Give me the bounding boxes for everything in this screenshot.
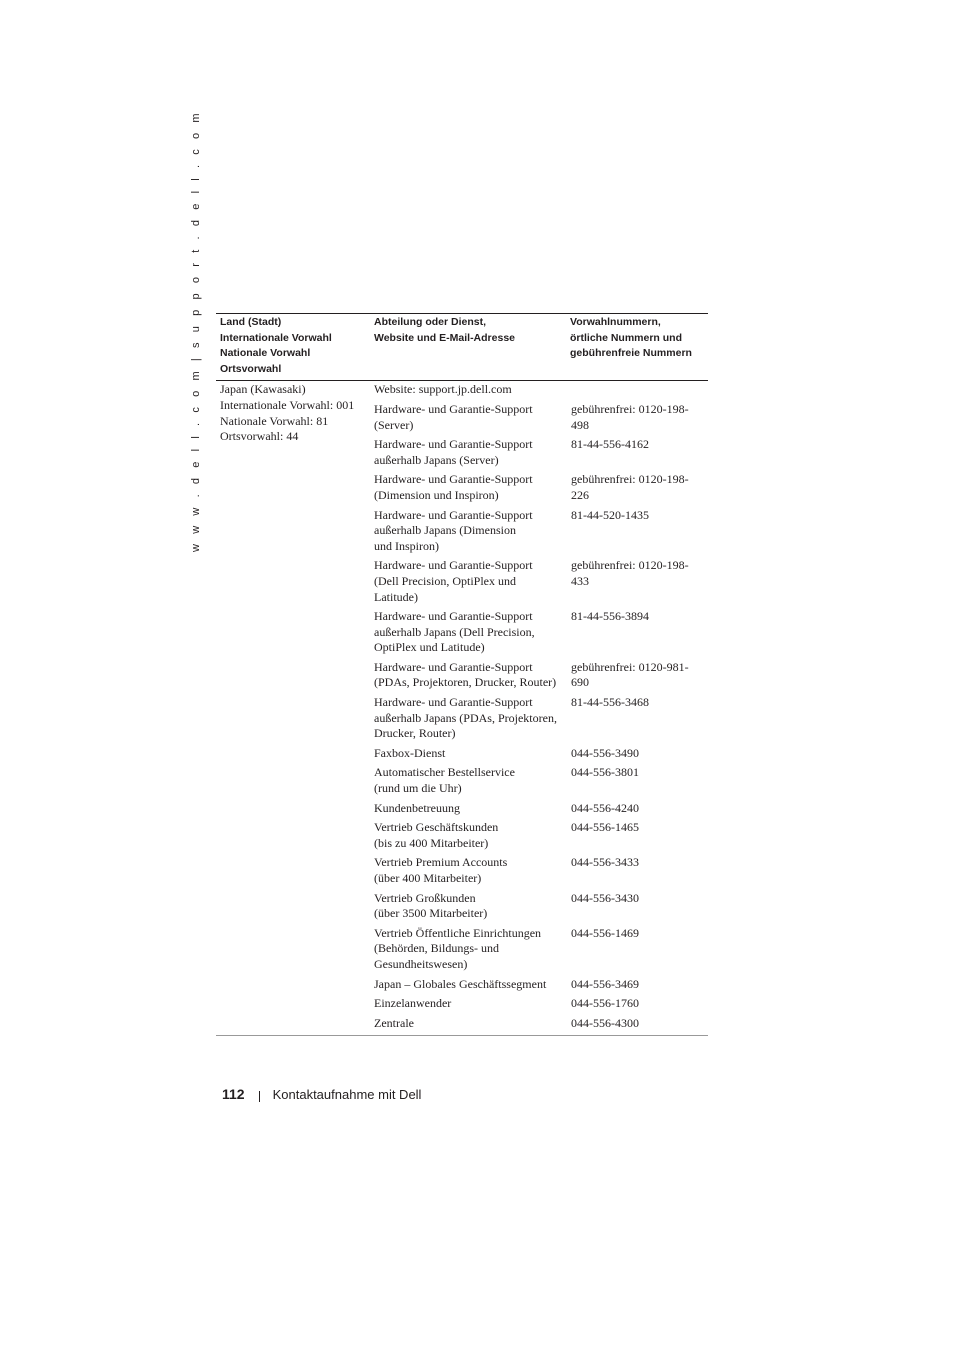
header-country: Land (Stadt) Internationale Vorwahl Nationale Vorwahl Ortsvorwahl (220, 316, 332, 375)
website-link[interactable]: support.jp.dell.com (418, 382, 512, 397)
service-cell: Hardware- und Garantie-Support (Dell Precision, OptiPlex und Latitude) (374, 558, 533, 604)
service-cell: Kundenbetreuung (374, 800, 460, 815)
header-numbers: Vorwahlnummern, örtliche Nummern und gebührenfreie Nummern (570, 316, 692, 360)
service-cell: Hardware- und Garantie-Support außerhalb Japans (PDAs, Projektoren, Drucker, Router) (374, 695, 557, 741)
table-row (216, 381, 708, 401)
service-cell: Zentrale (374, 1015, 414, 1030)
phone-number-cell: 044-556-3490 (571, 745, 639, 760)
national-code: Nationale Vorwahl: 81 (220, 413, 329, 428)
service-cell: Hardware- und Garantie-Support außerhalb Japans (Server) (374, 437, 533, 467)
phone-number-cell: 044-556-4300 (571, 1015, 639, 1030)
service-cell: Vertrieb Geschäftskunden (bis zu 400 Mitarbeiter) (374, 820, 499, 850)
country-cell (216, 381, 370, 1036)
phone-number-cell: 044-556-1469 (571, 925, 639, 940)
footer-divider (259, 1091, 260, 1102)
area-code: Ortsvorwahl: 44 (220, 429, 299, 444)
table-header (216, 314, 708, 381)
phone-number-cell: 81-44-556-3468 (571, 695, 649, 710)
phone-number-cell: 81-44-520-1435 (571, 507, 649, 522)
contact-table (216, 313, 708, 1036)
phone-number-cell: 044-556-1465 (571, 820, 639, 835)
page-footer (222, 1086, 421, 1102)
intl-code: Internationale Vorwahl: 001 (220, 397, 355, 412)
section-title: Kontaktaufnahme mit Dell (272, 1087, 422, 1102)
country-name: Japan (Kawasaki) (220, 382, 306, 397)
service-cell: Hardware- und Garantie-Support (PDAs, Projektoren, Drucker, Router) (374, 659, 557, 690)
phone-number-cell: 044-556-4240 (571, 800, 639, 815)
table-body (216, 381, 708, 1036)
phone-number-cell: 044-556-3469 (571, 976, 639, 991)
phone-number-cell: gebührenfrei: 0120-981-690 (571, 659, 689, 690)
header-service: Abteilung oder Dienst, Website und E-Mail-Adresse (374, 316, 516, 344)
service-cell: Hardware- und Garantie-Support (Dimension und Inspiron) (374, 472, 533, 502)
phone-number-cell: 044-556-3433 (571, 855, 639, 870)
header-row (216, 314, 708, 381)
service-cell: Hardware- und Garantie-Support (Server) (374, 401, 533, 432)
phone-number-cell: 044-556-3430 (571, 890, 639, 905)
phone-number-cell: 044-556-1760 (571, 996, 639, 1011)
service-cell: Vertrieb Großkunden (über 3500 Mitarbeiter) (374, 890, 488, 921)
page-number: 112 (222, 1086, 245, 1102)
service-cell: Faxbox-Dienst (374, 745, 446, 760)
phone-number-cell: 81-44-556-3894 (571, 609, 649, 624)
service-cell: Hardware- und Garantie-Support außerhalb Japans (Dimension und Inspiron) (374, 507, 533, 553)
phone-number-cell: gebührenfrei: 0120-198-433 (571, 558, 689, 588)
phone-number-cell: gebührenfrei: 0120-198-226 (571, 472, 689, 502)
service-cell: Einzelanwender (374, 996, 452, 1011)
service-cell: Japan – Globales Geschäftssegment (374, 976, 547, 991)
service-cell: Vertrieb Premium Accounts (über 400 Mitarbeiter) (374, 855, 508, 885)
service-cell: Vertrieb Öffentliche Einrichtungen (Behörden, Bildungs- und Gesundheitswesen) (374, 925, 542, 971)
phone-number-cell: 044-556-3801 (571, 765, 639, 780)
service-cell: Hardware- und Garantie-Support außerhalb Japans (Dell Precision, OptiPlex und Latitude) (374, 609, 535, 655)
website-side-label: w w w . d e l l . c o m | s u p p o r t . d e l l . c o m (190, 109, 202, 552)
website-cell: Website: support.jp.dell.com (374, 382, 512, 397)
number-cell (566, 381, 708, 401)
phone-number-cell: gebührenfrei: 0120-198-498 (571, 401, 689, 432)
service-cell: Automatischer Bestellservice (rund um die Uhr) (374, 765, 515, 796)
phone-number-cell: 81-44-556-4162 (571, 437, 649, 452)
